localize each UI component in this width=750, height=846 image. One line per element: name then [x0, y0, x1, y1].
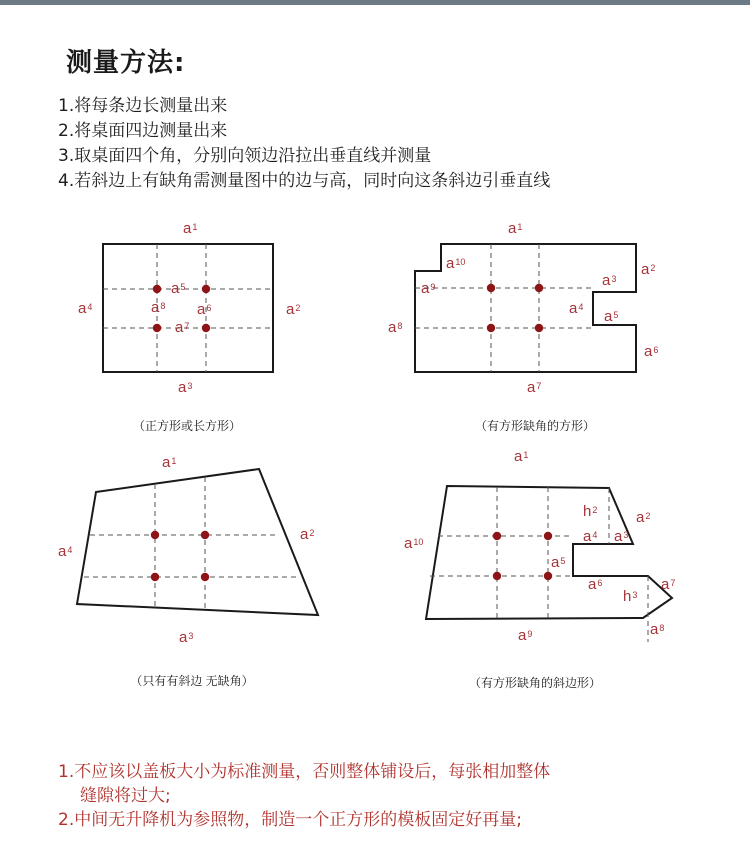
label-a10: $a^{10}$: [404, 535, 424, 552]
diagram-slanted-notched: [404, 448, 675, 690]
step-item: 1.将每条边长测量出来: [58, 96, 228, 116]
label-a8: $a^8$: [388, 319, 403, 336]
label-a2: $a^2$: [300, 526, 315, 543]
corner-dot: [151, 573, 159, 581]
label-a2: $a^2$: [641, 261, 656, 278]
label-a6: $a^6$: [588, 576, 603, 593]
label-a5: $a^5$: [171, 280, 186, 297]
label-a1: $a^1$: [183, 220, 198, 237]
label-a5: $a^5$: [551, 554, 566, 571]
label-a5: $a^5$: [604, 308, 619, 325]
label-a9: $a^9$: [518, 627, 533, 644]
label-h3: $h^3$: [623, 588, 638, 605]
corner-dot: [201, 573, 209, 581]
page-title: 测量方法:: [66, 48, 186, 78]
corner-dot: [544, 572, 552, 580]
label-a7: $a^7$: [527, 379, 542, 396]
note-item: [58, 760, 698, 808]
corner-dot: [487, 324, 495, 332]
corner-dot: [493, 572, 501, 580]
label-a8: $a^8$: [650, 621, 665, 638]
caption: （有方形缺角的斜边形）: [468, 676, 602, 690]
label-a3: $a^3$: [179, 629, 194, 646]
label-a6: $a^6$: [644, 343, 659, 360]
label-a6: $a^6$: [197, 301, 212, 318]
note-text: 1.不应该以盖板大小为标准测量，否则整体铺设后，每张相加整体: [58, 762, 551, 782]
notes-list: [58, 760, 698, 832]
corner-dot: [535, 324, 543, 332]
note-text-continued: 缝隙将过大;: [80, 786, 171, 806]
label-a3: $a^3$: [614, 528, 629, 545]
caption: （正方形或长方形）: [132, 419, 242, 433]
label-a1: $a^1$: [514, 448, 529, 465]
corner-dot: [202, 324, 210, 332]
label-a3: $a^3$: [602, 272, 617, 289]
diagram-slanted-quad: [58, 454, 318, 688]
corner-dot: [202, 285, 210, 293]
label-a7: $a^7$: [175, 319, 190, 336]
outline: [77, 469, 318, 615]
note-item: 2.中间无升降机为参照物，制造一个正方形的模板固定好再量;: [58, 810, 522, 830]
caption: （只有有斜边 无缺角）: [130, 674, 254, 688]
step-item: 3.取桌面四个角，分别向领边沿拉出垂直线并测量: [58, 146, 432, 166]
label-a2: $a^2$: [636, 509, 651, 526]
label-a8: $a^8$: [151, 299, 166, 316]
label-a3: $a^3$: [178, 379, 193, 396]
label-a4: $a^4$: [78, 300, 93, 317]
step-item: 2.将桌面四边测量出来: [58, 121, 228, 141]
label-a1: $a^1$: [508, 220, 523, 237]
label-a7: $a^7$: [661, 576, 676, 593]
step-item: 4.若斜边上有缺角需测量图中的边与高，同时向这条斜边引垂直线: [58, 171, 551, 191]
outline: [103, 244, 273, 372]
label-h2: $h^2$: [583, 503, 598, 520]
diagram-rectangle: [78, 220, 300, 433]
caption: （有方形缺角的方形）: [474, 419, 596, 433]
corner-dot: [153, 285, 161, 293]
label-a4: $a^4$: [569, 300, 584, 317]
corner-dot: [151, 531, 159, 539]
label-a10: $a^{10}$: [446, 255, 466, 272]
label-a4: $a^4$: [58, 543, 73, 560]
label-a4: $a^4$: [583, 528, 598, 545]
corner-dot: [493, 532, 501, 540]
corner-dot: [544, 532, 552, 540]
diagrams: [0, 200, 750, 720]
steps-list: [58, 94, 550, 194]
corner-dot: [153, 324, 161, 332]
top-bar: [0, 0, 750, 5]
diagram-notched-rectangle: [388, 220, 658, 433]
corner-dot: [201, 531, 209, 539]
corner-dot: [535, 284, 543, 292]
label-a1: $a^1$: [162, 454, 177, 471]
label-a2: $a^2$: [286, 301, 301, 318]
label-a9: $a^9$: [421, 280, 436, 297]
corner-dot: [487, 284, 495, 292]
